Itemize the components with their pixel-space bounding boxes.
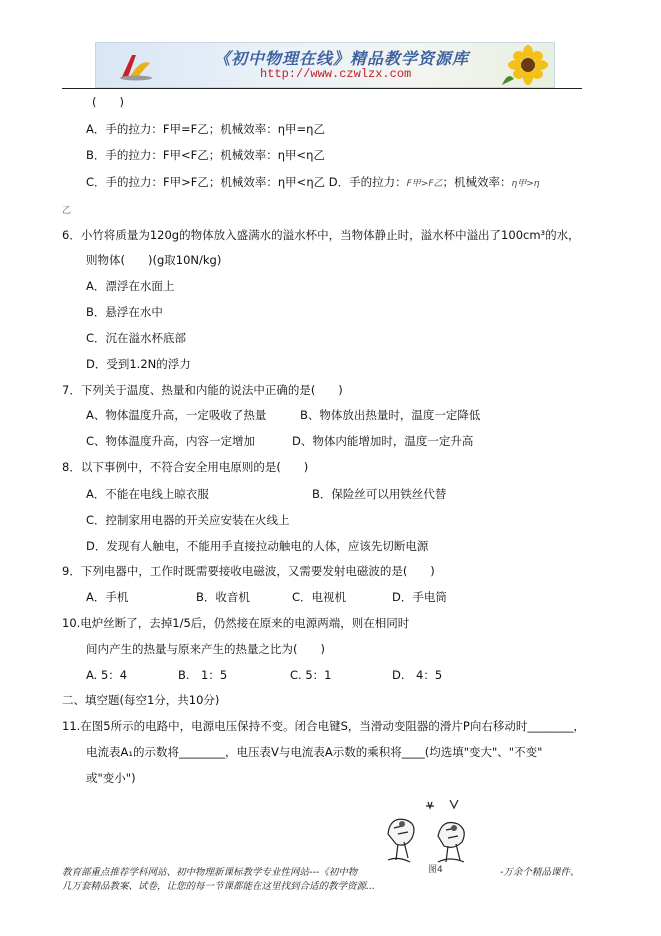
q10-stem: 10.电炉丝断了，去掉1/5后，仍然接在原来的电源两端，则在相同时 (62, 616, 410, 630)
section-fill-in-heading: 二、填空题(每空1分，共10分) (62, 693, 220, 707)
q7-option-c: C、物体温度升高，内容一定增加 (86, 434, 256, 448)
q6-option-d: D．受到1.2N的浮力 (86, 357, 191, 371)
footer-line-1-end: -万余个精品课件、 (500, 867, 580, 878)
q9-stem: 9．下列电器中，工作时既需要接收电磁波，又需要发射电磁波的是( ) (62, 564, 435, 578)
q5-option-d-text: ；机械效率： (442, 175, 512, 189)
q11-stem-cont: 电流表A₁的示数将________，电压表V与电流表A示数的乘积将____(均选填"变大"、"不变" (86, 745, 543, 759)
q7-option-b: B、物体放出热量时，温度一定降低 (300, 408, 481, 422)
q9-option-d: D．手电筒 (392, 590, 447, 604)
banner-title: 《初中物理在线》精品教学资源库 (214, 49, 470, 68)
q6-stem-cont: 则物体( )(g取10N/kg) (86, 253, 222, 267)
footer-line-2: 几万套精品教案、试卷，让您的每一节课都能在这里找到合适的教学资源... (62, 881, 376, 892)
q11-stem: 11.在图5所示的电路中，电源电压保持不变。闭合电键S，当滑动变阻器的滑片P向右移动时________， (62, 719, 585, 733)
q5-answer-blank: ( ) (92, 95, 124, 109)
q7-option-a: A、物体温度升高，一定吸收了热量 (86, 408, 267, 422)
q10-option-d: D. 4：5 (392, 668, 443, 682)
q10-option-c: C. 5：1 (290, 668, 332, 682)
site-logo-icon (118, 49, 154, 81)
q9-option-c: C．电视机 (292, 590, 347, 604)
q5-option-d-subscript: 乙 (62, 206, 72, 216)
header-divider (62, 88, 582, 89)
figure-4-label: 图4 (428, 865, 443, 875)
q11-stem-end: 或"变小") (86, 771, 136, 785)
q9-option-b: B．收音机 (196, 590, 250, 604)
q9-option-a: A．手机 (86, 590, 129, 604)
q8-stem: 8．以下事例中，不符合安全用电原则的是( ) (62, 460, 309, 474)
q8-option-d: D．发现有人触电，不能用手直接拉动触电的人体，应该先切断电源 (86, 539, 429, 553)
q5-option-c-text: C．手的拉力：F甲>F乙；机械效率：η甲<η乙 D．手的拉力： (86, 175, 407, 189)
q6-option-c: C．沉在溢水杯底部 (86, 331, 187, 345)
footer-line-1: 教育部重点推荐学科网站、初中物理新课标教学专业性网站---《初中物 (62, 867, 358, 878)
q6-option-b: B．悬浮在水中 (86, 305, 163, 319)
q7-stem: 7．下列关于温度、热量和内能的说法中正确的是( ) (62, 383, 343, 397)
figure-4-illustration (368, 798, 478, 872)
q6-stem: 6．小竹将质量为120g的物体放入盛满水的溢水杯中，当物体静止时，溢水杯中溢出了100cm³的水， (62, 228, 580, 242)
banner-url[interactable]: http://www.czwlzx.com (260, 67, 412, 81)
q5-option-b: B．手的拉力：F甲<F乙；机械效率：η甲<η乙 (86, 148, 325, 162)
header-banner (95, 42, 555, 88)
q10-option-a: A. 5：4 (86, 668, 128, 682)
q5-option-d-formula: F甲>F乙 (406, 179, 443, 189)
q8-option-c: C．控制家用电器的开关应安装在火线上 (86, 513, 290, 527)
q5-option-a: A．手的拉力：F甲=F乙；机械效率：η甲=η乙 (86, 122, 325, 136)
q5-option-d-efficiency: η甲>η (511, 179, 540, 189)
q10-option-b: B. 1：5 (178, 668, 228, 682)
q10-stem-cont: 间内产生的热量与原来产生的热量之比为( ) (86, 642, 325, 656)
sunflower-icon (500, 45, 550, 85)
q8-option-a: A．不能在电线上晾衣服 (86, 487, 209, 501)
q8-option-b: B．保险丝可以用铁丝代替 (312, 487, 447, 501)
q6-option-a: A．漂浮在水面上 (86, 279, 175, 293)
q5-option-c-d (86, 175, 539, 191)
q7-option-d: D、物体内能增加时，温度一定升高 (292, 434, 474, 448)
